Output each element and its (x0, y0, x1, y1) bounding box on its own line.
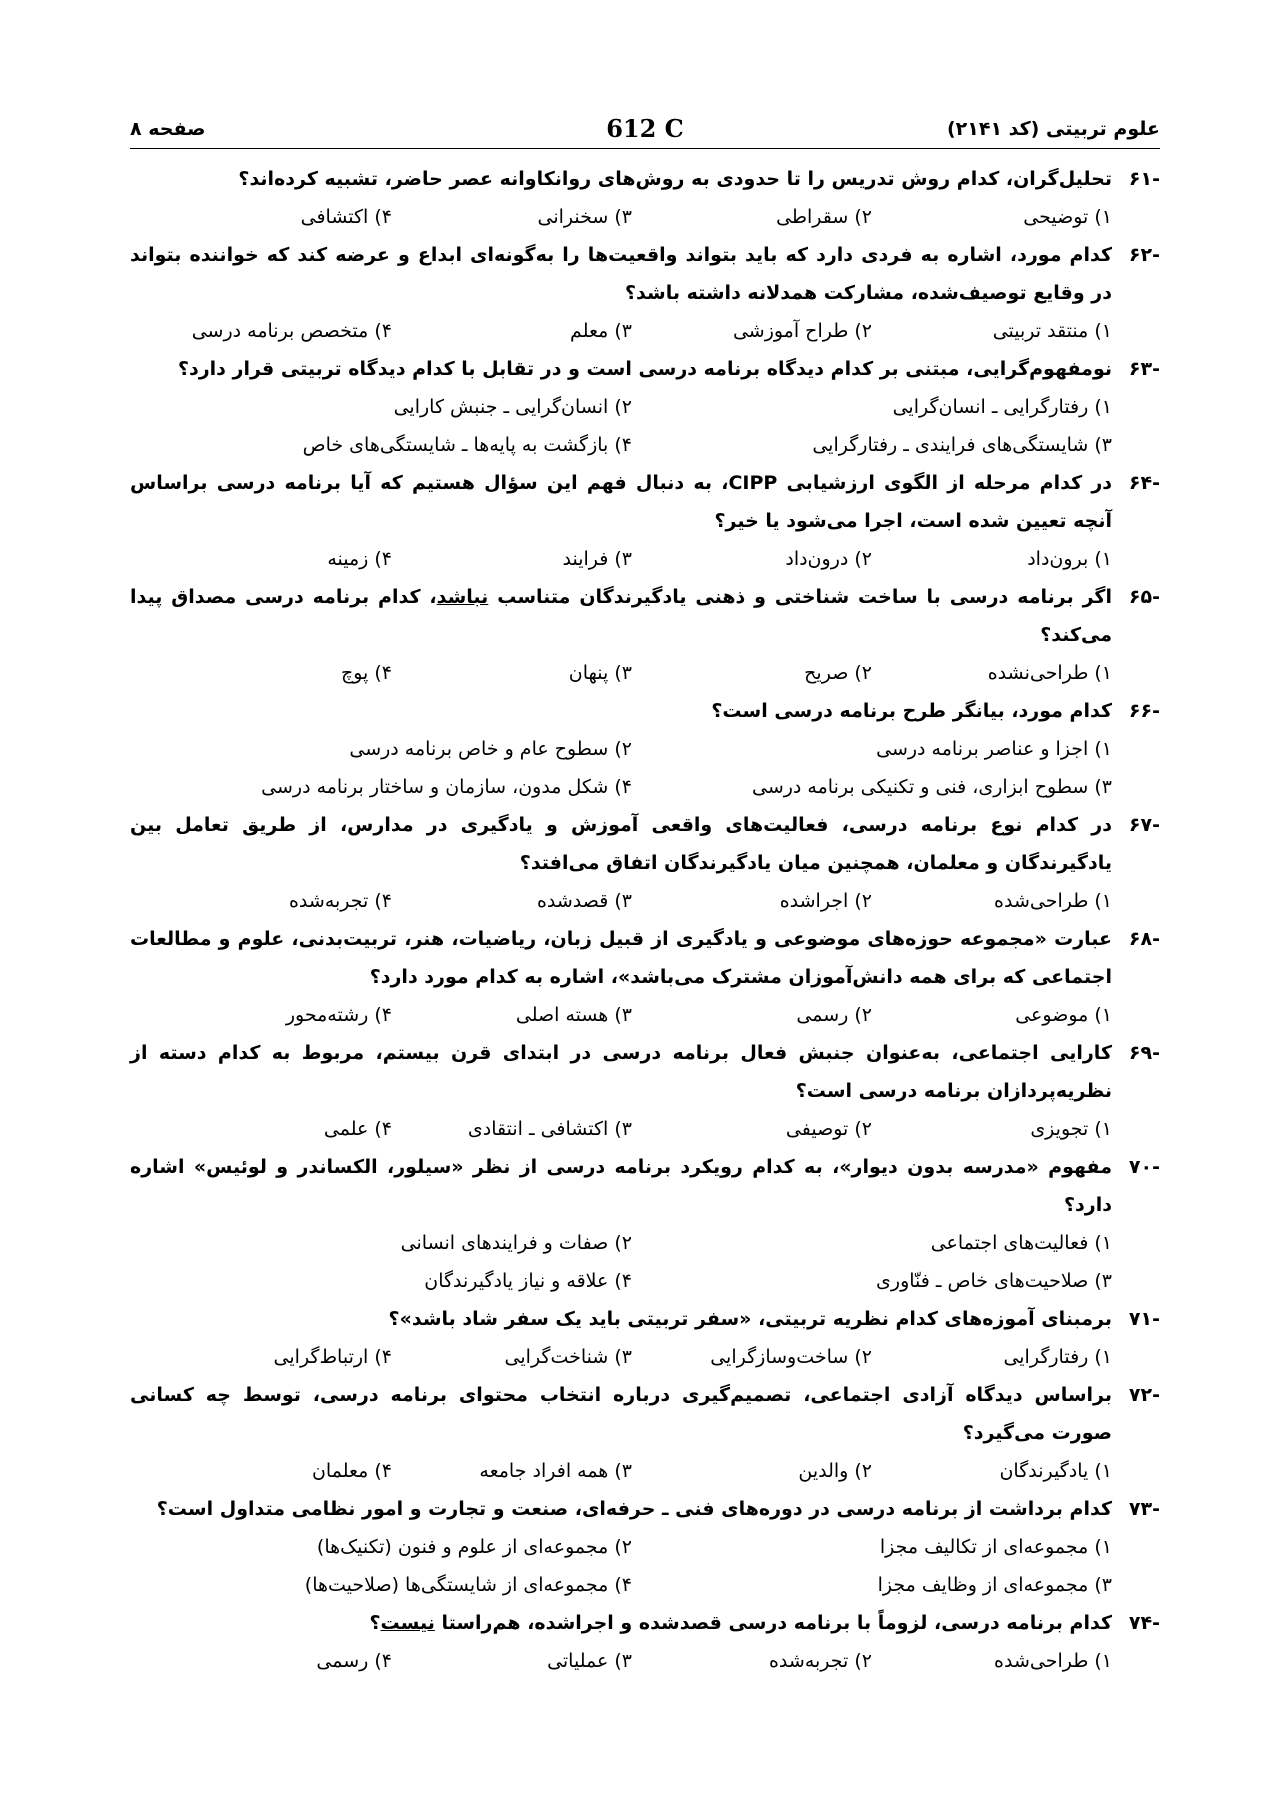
question-69 (130, 1034, 1160, 1148)
question-70 (130, 1148, 1160, 1300)
option-3[interactable]: ۳) سخنرانی (537, 206, 632, 228)
option-2[interactable]: ۲) توصیفی (785, 1118, 872, 1140)
option-1[interactable]: ۱) طراحی‌نشده (987, 662, 1112, 684)
header-divider (130, 148, 1160, 149)
question-71 (130, 1300, 1160, 1376)
question-number: -۶۳ (1128, 358, 1160, 380)
options-row (130, 540, 1160, 578)
option-3[interactable]: ۳) شناخت‌گرایی (504, 1346, 632, 1368)
question-stem: نومفهوم‌گرایی، مبتنی بر کدام دیدگاه برنامه درسی است و در تقابل با کدام دیدگاه تربیتی قرار دارد؟ (177, 358, 1112, 380)
options-row (130, 1528, 1160, 1566)
option-1[interactable]: ۱) یادگیرندگان (999, 1460, 1112, 1482)
option-3[interactable]: ۳) همه افراد جامعه (479, 1460, 632, 1482)
question-stem: براساس دیدگاه آزادی اجتماعی، تصمیم‌گیری درباره انتخاب محتوای برنامه درسی، توسط چه کسانی صورت می‌گیرد؟ (130, 1384, 1112, 1444)
options-row (130, 730, 1160, 768)
option-1[interactable]: ۱) تجویزی (1030, 1118, 1112, 1140)
question-list (130, 160, 1160, 1680)
question-stem: کدام برداشت از برنامه درسی در دوره‌های فنی ـ حرفه‌ای، صنعت و تجارت و امور نظامی متداول است؟ (156, 1498, 1112, 1520)
question-73 (130, 1490, 1160, 1604)
question-number: -۶۷ (1128, 814, 1160, 836)
option-2[interactable]: ۲) اجراشده (779, 890, 872, 912)
question-stem: تحلیل‌گران، کدام روش تدریس را تا حدودی به روش‌های روانکاوانه عصر حاضر، تشبیه کرده‌اند؟ (238, 168, 1112, 190)
option-3[interactable]: ۳) مجموعه‌ای از وظایف مجزا (877, 1574, 1112, 1596)
option-4[interactable]: ۴) متخصص برنامه درسی (191, 320, 392, 342)
question-number: -۷۱ (1128, 1308, 1160, 1330)
option-4[interactable]: ۴) علمی (323, 1118, 392, 1140)
option-2[interactable]: ۲) تجربه‌شده (768, 1650, 872, 1672)
option-1[interactable]: ۱) توضیحی (1023, 206, 1112, 228)
option-4[interactable]: ۴) علاقه و نیاز یادگیرندگان (424, 1270, 632, 1292)
options-row (130, 996, 1160, 1034)
option-3[interactable]: ۳) اکتشافی ـ انتقادی (467, 1118, 632, 1140)
options-row (130, 654, 1160, 692)
option-2[interactable]: ۲) والدین (798, 1460, 872, 1482)
option-1[interactable]: ۱) فعالیت‌های اجتماعی (930, 1232, 1112, 1254)
options-row (130, 1452, 1160, 1490)
option-4[interactable]: ۴) بازگشت به پایه‌ها ـ شایستگی‌های خاص (302, 434, 632, 456)
option-3[interactable]: ۳) پنهان (568, 662, 632, 684)
question-63 (130, 350, 1160, 464)
option-4[interactable]: ۴) رسمی (316, 1650, 392, 1672)
option-4[interactable]: ۴) ارتباط‌گرایی (273, 1346, 392, 1368)
option-1[interactable]: ۱) اجزا و عناصر برنامه درسی (876, 738, 1112, 760)
question-number: -۶۸ (1128, 928, 1160, 950)
page-number: صفحه ۸ (130, 118, 206, 140)
question-number: -۶۴ (1128, 472, 1160, 494)
option-2[interactable]: ۲) طراح آموزشی (732, 320, 872, 342)
question-number: -۷۲ (1128, 1384, 1160, 1406)
negation-underline: نباشد (436, 586, 489, 608)
option-2[interactable]: ۲) صفات و فرایندهای انسانی (400, 1232, 632, 1254)
option-4[interactable]: ۴) معلمان (311, 1460, 392, 1482)
option-2[interactable]: ۲) ساخت‌وسازگرایی (710, 1346, 872, 1368)
question-65 (130, 578, 1160, 692)
options-row (130, 1642, 1160, 1680)
page-header (130, 112, 1160, 148)
option-1[interactable]: ۱) طراحی‌شده (994, 890, 1112, 912)
question-stem: کدام مورد، بیانگر طرح برنامه درسی است؟ (711, 700, 1112, 722)
options-row (130, 1338, 1160, 1376)
options-row (130, 388, 1160, 426)
options-row (130, 882, 1160, 920)
question-61 (130, 160, 1160, 236)
option-1[interactable]: ۱) منتقد تربیتی (992, 320, 1112, 342)
option-1[interactable]: ۱) رفتارگرایی ـ انسان‌گرایی (892, 396, 1112, 418)
question-number: -۶۲ (1128, 244, 1160, 266)
option-3[interactable]: ۳) عملیاتی (547, 1650, 632, 1672)
option-1[interactable]: ۱) طراحی‌شده (994, 1650, 1112, 1672)
question-number: -۶۹ (1128, 1042, 1160, 1064)
question-number: -۶۱ (1128, 168, 1160, 190)
option-1[interactable]: ۱) رفتارگرایی (1003, 1346, 1112, 1368)
negation-underline: نیست (380, 1612, 435, 1634)
option-2[interactable]: ۲) درون‌داد (785, 548, 872, 570)
option-3[interactable]: ۳) معلم (570, 320, 632, 342)
option-4[interactable]: ۴) رشته‌محور (285, 1004, 392, 1026)
question-stem: مفهوم «مدرسه بدون دیوار»، به کدام رویکرد برنامه درسی از نظر «سیلور، الکساندر و لوئیس» اشاره دارد؟ (130, 1156, 1112, 1216)
question-number: -۷۴ (1128, 1612, 1160, 1634)
option-4[interactable]: ۴) پوچ (340, 662, 392, 684)
options-row (130, 1262, 1160, 1300)
question-number: -۷۳ (1128, 1498, 1160, 1520)
options-row (130, 426, 1160, 464)
option-3[interactable]: ۳) قصدشده (536, 890, 632, 912)
option-1[interactable]: ۱) برون‌داد (1027, 548, 1112, 570)
question-stem: در کدام مرحله از الگوی ارزشیابی CIPP، به دنبال فهم این سؤال هستیم که آیا برنامه درسی براساس آنچه تعیین شده است، اجرا می‌شود یا خیر؟ (130, 472, 1113, 532)
options-row (130, 768, 1160, 806)
question-stem: کارایی اجتماعی، به‌عنوان جنبش فعال برنامه درسی در ابتدای قرن بیستم، مربوط به کدام دسته از نظریه‌پردازان برنامه درسی است؟ (130, 1042, 1112, 1102)
options-row (130, 1566, 1160, 1604)
option-4[interactable]: ۴) اکتشافی (300, 206, 392, 228)
option-2[interactable]: ۲) سطوح عام و خاص برنامه درسی (349, 738, 632, 760)
question-68 (130, 920, 1160, 1034)
question-72 (130, 1376, 1160, 1490)
options-row (130, 198, 1160, 236)
option-1[interactable]: ۱) مجموعه‌ای از تکالیف مجزا (879, 1536, 1112, 1558)
option-1[interactable]: ۱) موضوعی (1015, 1004, 1112, 1026)
question-stem: عبارت «مجموعه حوزه‌های موضوعی و یادگیری از قبیل زبان، ریاضیات، هنر، تربیت‌بدنی، علوم و مطالعات اجتماعی که برای همه دانش‌آموزان مشترک می‌باشد»، اشاره به کدام مورد دارد؟ (130, 928, 1112, 988)
question-number: -۶۶ (1128, 700, 1160, 722)
question-66 (130, 692, 1160, 806)
question-62 (130, 236, 1160, 350)
option-3[interactable]: ۳) هسته اصلی (515, 1004, 632, 1026)
option-4[interactable]: ۴) تجربه‌شده (288, 890, 392, 912)
option-3[interactable]: ۳) شایستگی‌های فرایندی ـ رفتارگرایی (812, 434, 1112, 456)
question-stem: برمبنای آموزه‌های کدام نظریه تربیتی، «سفر تربیتی باید یک سفر شاد باشد»؟ (388, 1308, 1112, 1330)
options-row (130, 1224, 1160, 1262)
options-row (130, 1110, 1160, 1148)
option-2[interactable]: ۲) صریح (804, 662, 872, 684)
question-number: -۶۵ (1128, 586, 1160, 608)
option-2[interactable]: ۲) سقراطی (776, 206, 872, 228)
question-64 (130, 464, 1160, 578)
option-2[interactable]: ۲) انسان‌گرایی ـ جنبش کارایی (393, 396, 632, 418)
question-number: -۷۰ (1128, 1156, 1160, 1178)
question-67 (130, 806, 1160, 920)
booklet-code: 612 C (606, 114, 684, 143)
question-stem: در کدام نوع برنامه درسی، فعالیت‌های واقعی آموزش و یادگیری در مدارس، از طریق تعامل بین یادگیرندگان و معلمان، همچنین میان یادگیرندگان اتفاق می‌افتد؟ (130, 814, 1112, 874)
option-3[interactable]: ۳) صلاحیت‌های خاص ـ فنّاوری (876, 1270, 1112, 1292)
option-3[interactable]: ۳) سطوح ابزاری، فنی و تکنیکی برنامه درسی (751, 776, 1112, 798)
question-stem: کدام برنامه درسی، لزوماً با برنامه درسی قصدشده و اجراشده، هم‌راستا نیست؟ (369, 1612, 1112, 1634)
options-row (130, 312, 1160, 350)
option-2[interactable]: ۲) رسمی (796, 1004, 872, 1026)
question-stem: کدام مورد، اشاره به فردی دارد که باید بتواند واقعیت‌ها را به‌گونه‌ای ابداع و عرضه کند که خواننده بتواند در وقایع توصیف‌شده، مشارکت همدلانه داشته باشد؟ (130, 244, 1112, 304)
option-3[interactable]: ۳) فرایند (562, 548, 632, 570)
course-title: علوم تربیتی (کد ۲۱۴۱) (946, 118, 1160, 140)
question-stem: اگر برنامه درسی با ساخت شناختی و ذهنی یادگیرندگان متناسب نباشد، کدام برنامه درسی مصداق پیدا می‌کند؟ (130, 586, 1112, 646)
option-2[interactable]: ۲) مجموعه‌ای از علوم و فنون (تکنیک‌ها) (316, 1536, 632, 1558)
option-4[interactable]: ۴) شکل مدون، سازمان و ساختار برنامه درسی (261, 776, 632, 798)
question-74 (130, 1604, 1160, 1680)
option-4[interactable]: ۴) زمینه (327, 548, 392, 570)
option-4[interactable]: ۴) مجموعه‌ای از شایستگی‌ها (صلاحیت‌ها) (304, 1574, 632, 1596)
